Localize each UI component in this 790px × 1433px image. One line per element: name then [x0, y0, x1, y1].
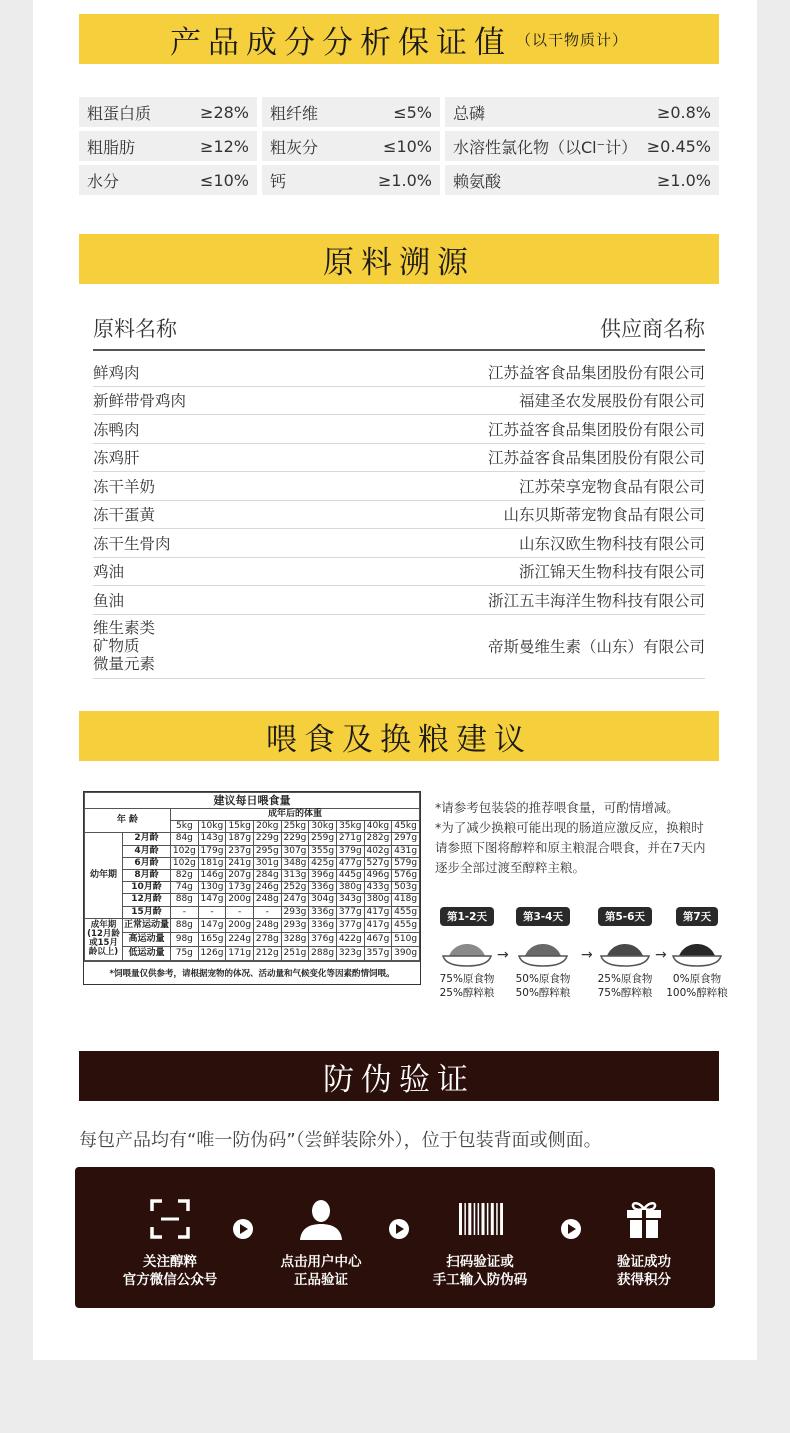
feeding-value: 297g: [392, 833, 420, 845]
feeding-value: 307g: [281, 845, 309, 857]
step-ratio: 50%原食物 50%醇粹粮: [515, 973, 571, 999]
feeding-value: 510g: [392, 932, 420, 946]
feeding-value: 433g: [364, 882, 392, 894]
feeding-table-title: 建议每日喂食量: [85, 793, 420, 809]
sources-title: 原料溯源: [323, 244, 475, 281]
verify-step-scan: 扫码验证或 手工输入防伪码: [415, 1195, 545, 1289]
feeding-value: 425g: [309, 857, 337, 869]
step-ratio: 0%原食物 100%醇粹粮: [666, 973, 728, 999]
adult-label: 成年期 (12月龄 或15月 龄以上): [85, 918, 123, 960]
feeding-value: 431g: [392, 845, 420, 857]
feeding-value: 130g: [198, 882, 226, 894]
feeding-value: 143g: [198, 833, 226, 845]
weight-col-header: 15kg: [226, 821, 254, 833]
feeding-value: 503g: [392, 882, 420, 894]
analysis-cell: 水分 ≤10%: [79, 165, 257, 195]
feeding-value: 496g: [364, 869, 392, 881]
analysis-cell: 赖氨酸 ≥1.0%: [445, 165, 719, 195]
play-arrow-icon: [233, 1219, 253, 1239]
feeding-value: 84g: [171, 833, 199, 845]
feeding-value: 390g: [392, 946, 420, 960]
feeding-row: [85, 918, 420, 932]
feeding-value: 328g: [281, 932, 309, 946]
food-bowl-icon: [671, 932, 723, 968]
feeding-value: 477g: [336, 857, 364, 869]
source-row: 冻干蛋黄 山东贝斯蒂宠物食品有限公司: [93, 501, 705, 530]
feeding-value: -: [198, 906, 226, 918]
source-row: 冻干羊奶 江苏荣享宠物食品有限公司: [93, 472, 705, 501]
feeding-value: 147g: [198, 918, 226, 932]
feeding-value: 179g: [198, 845, 226, 857]
verify-step-follow: 关注醇粹 官方微信公众号: [105, 1195, 235, 1289]
feeding-value: 293g: [281, 906, 309, 918]
feeding-value: 380g: [336, 882, 364, 894]
feeding-value: -: [171, 906, 199, 918]
analysis-banner: [79, 14, 719, 64]
feeding-value: 251g: [281, 946, 309, 960]
analysis-cell: 总磷 ≥0.8%: [445, 97, 719, 127]
feeding-value: 348g: [281, 857, 309, 869]
feeding-value: 527g: [364, 857, 392, 869]
analysis-cell: 钙 ≥1.0%: [262, 165, 440, 195]
transition-step: [659, 905, 735, 1000]
analysis-cell: 粗灰分 ≤10%: [262, 131, 440, 161]
source-row: 鸡油 浙江锦天生物科技有限公司: [93, 558, 705, 587]
feeding-value: 88g: [171, 894, 199, 906]
activity-cell: 高运动量: [123, 932, 171, 946]
verify-title: 防伪验证: [323, 1061, 475, 1098]
col-material: 原料名称: [93, 317, 177, 341]
analysis-cell: 粗蛋白质 ≥28%: [79, 97, 257, 127]
feeding-value: 376g: [309, 932, 337, 946]
verify-step-success: 验证成功 获得积分: [579, 1195, 709, 1289]
feeding-value: 455g: [392, 918, 420, 932]
feeding-value: 146g: [198, 869, 226, 881]
feeding-banner: [79, 711, 719, 761]
feeding-value: -: [226, 906, 254, 918]
sources-banner: [79, 234, 719, 284]
play-arrow-icon: [561, 1219, 581, 1239]
feeding-value: 323g: [336, 946, 364, 960]
feeding-note: 逐步全部过渡至醇粹主粮。: [435, 860, 586, 875]
feeding-value: 355g: [309, 845, 337, 857]
food-bowl-icon: [441, 932, 493, 968]
user-center-icon: [298, 1198, 344, 1240]
analysis-cell: 粗纤维 ≤5%: [262, 97, 440, 127]
analysis-row: [79, 97, 719, 127]
weight-col-header: 45kg: [392, 821, 420, 833]
analysis-grid: [79, 97, 719, 199]
feeding-value: 98g: [171, 932, 199, 946]
feeding-value: 282g: [364, 833, 392, 845]
feeding-row: [85, 869, 420, 881]
feeding-value: 259g: [309, 833, 337, 845]
feeding-value: 377g: [336, 906, 364, 918]
arrow-right-icon: →: [581, 947, 593, 963]
feeding-row: [85, 932, 420, 946]
age-cell: 4月龄: [123, 845, 171, 857]
feeding-value: 445g: [336, 869, 364, 881]
age-cell: 10月龄: [123, 882, 171, 894]
weight-col-header: 5kg: [171, 821, 199, 833]
feeding-value: 248g: [253, 918, 281, 932]
feeding-value: 212g: [253, 946, 281, 960]
analysis-row: [79, 165, 719, 195]
feeding-row: [85, 857, 420, 869]
feeding-row: [85, 845, 420, 857]
feeding-value: 126g: [198, 946, 226, 960]
feeding-value: 102g: [171, 845, 199, 857]
feeding-value: 229g: [253, 833, 281, 845]
age-cell: 15月龄: [123, 906, 171, 918]
feeding-value: 579g: [392, 857, 420, 869]
age-header: 年 龄: [85, 809, 171, 833]
source-row-multi: 维生素类 矿物质 微量元素 帝斯曼维生素（山东）有限公司: [93, 615, 705, 679]
activity-cell: 正常运动量: [123, 918, 171, 932]
feeding-value: 74g: [171, 882, 199, 894]
feeding-value: 295g: [253, 845, 281, 857]
barcode-icon: [457, 1201, 503, 1237]
transition-step: [505, 905, 581, 1000]
feeding-value: 417g: [364, 906, 392, 918]
transition-step: [587, 905, 663, 1000]
feeding-value: 187g: [226, 833, 254, 845]
feeding-value: 417g: [364, 918, 392, 932]
feeding-value: 343g: [336, 894, 364, 906]
feeding-value: 248g: [253, 894, 281, 906]
analysis-row: [79, 131, 719, 161]
transition-steps: [429, 905, 729, 1015]
source-row: 冻鸭肉 江苏益客食品集团股份有限公司: [93, 415, 705, 444]
feeding-value: 293g: [281, 918, 309, 932]
feeding-row: [85, 894, 420, 906]
weight-col-header: 30kg: [309, 821, 337, 833]
feeding-value: 304g: [309, 894, 337, 906]
feeding-value: 396g: [309, 869, 337, 881]
feeding-title: 喂食及换粮建议: [266, 721, 532, 758]
age-cell: 2月龄: [123, 833, 171, 845]
weight-col-header: 20kg: [253, 821, 281, 833]
puppy-label: 幼年期: [85, 833, 123, 918]
weight-col-header: 35kg: [336, 821, 364, 833]
feeding-value: 278g: [253, 932, 281, 946]
play-arrow-icon: [389, 1219, 409, 1239]
food-bowl-icon: [599, 932, 651, 968]
feeding-value: 181g: [198, 857, 226, 869]
feeding-value: 200g: [226, 918, 254, 932]
analysis-title: 产品成分分析保证值: [169, 24, 512, 61]
feeding-value: 336g: [309, 882, 337, 894]
analysis-cell: 粗脂肪 ≥12%: [79, 131, 257, 161]
feeding-value: 418g: [392, 894, 420, 906]
sources-list: [93, 358, 705, 679]
feeding-value: 301g: [253, 857, 281, 869]
step-day-label: 第5-6天: [598, 907, 652, 926]
step-day-label: 第1-2天: [440, 907, 494, 926]
feeding-value: 246g: [253, 882, 281, 894]
transition-step: [429, 905, 505, 1000]
analysis-cell: 水溶性氯化物（以Cl⁻计） ≥0.45%: [445, 131, 719, 161]
source-row: 冻鸡肝 江苏益客食品集团股份有限公司: [93, 444, 705, 473]
gift-icon: [624, 1199, 664, 1239]
sources-header: [93, 313, 705, 351]
feeding-value: 247g: [281, 894, 309, 906]
feeding-value: 102g: [171, 857, 199, 869]
source-row: 鲜鸡肉 江苏益客食品集团股份有限公司: [93, 358, 705, 387]
page: [33, 0, 757, 1360]
weight-col-header: 25kg: [281, 821, 309, 833]
feeding-value: 173g: [226, 882, 254, 894]
feeding-value: 207g: [226, 869, 254, 881]
source-row: 新鲜带骨鸡肉 福建圣农发展股份有限公司: [93, 387, 705, 416]
age-cell: 12月龄: [123, 894, 171, 906]
feeding-row: [85, 906, 420, 918]
feeding-value: 229g: [281, 833, 309, 845]
age-cell: 8月龄: [123, 869, 171, 881]
verify-steps-box: [75, 1167, 715, 1308]
feeding-value: 379g: [336, 845, 364, 857]
feeding-value: 200g: [226, 894, 254, 906]
feeding-value: 377g: [336, 918, 364, 932]
feeding-value: 165g: [198, 932, 226, 946]
food-bowl-icon: [517, 932, 569, 968]
feeding-value: 380g: [364, 894, 392, 906]
step-ratio: 75%原食物 25%醇粹粮: [439, 973, 495, 999]
feeding-value: 402g: [364, 845, 392, 857]
feeding-value: 224g: [226, 932, 254, 946]
feeding-notes: [435, 798, 735, 878]
feeding-value: 237g: [226, 845, 254, 857]
feeding-value: 422g: [336, 932, 364, 946]
step-day-label: 第7天: [676, 907, 718, 926]
feeding-row: [85, 833, 420, 845]
feeding-value: 336g: [309, 918, 337, 932]
feeding-value: -: [253, 906, 281, 918]
feeding-value: 284g: [253, 869, 281, 881]
step-day-label: 第3-4天: [516, 907, 570, 926]
feeding-value: 82g: [171, 869, 199, 881]
age-cell: 6月龄: [123, 857, 171, 869]
feeding-note: 请参照下图将醇粹和原主粮混合喂食，并在7天内: [435, 840, 706, 855]
verify-step-user-center: 点击用户中心 正品验证: [256, 1195, 386, 1289]
feeding-value: 357g: [364, 946, 392, 960]
step-ratio: 25%原食物 75%醇粹粮: [597, 973, 653, 999]
verify-banner: [79, 1051, 719, 1101]
feeding-table: [83, 791, 421, 985]
scan-frame-icon: [150, 1199, 190, 1239]
weight-header: 成年后的体重: [171, 809, 420, 821]
feeding-note: *为了减少换粮可能出现的肠道应激反应，换粮时: [435, 820, 704, 835]
feeding-row: [85, 882, 420, 894]
feeding-note: *请参考包装袋的推荐喂食量，可酌情增减。: [435, 800, 679, 815]
source-row: 鱼油 浙江五丰海洋生物科技有限公司: [93, 586, 705, 615]
feeding-value: 467g: [364, 932, 392, 946]
feeding-value: 171g: [226, 946, 254, 960]
feeding-value: 313g: [281, 869, 309, 881]
analysis-subtitle: （以干物质计）: [515, 30, 628, 49]
feeding-value: 271g: [336, 833, 364, 845]
feeding-value: 241g: [226, 857, 254, 869]
feeding-value: 336g: [309, 906, 337, 918]
col-supplier: 供应商名称: [600, 317, 705, 341]
feeding-table-footnote: *饲喂量仅供参考，请根据宠物的体况、活动量和气候变化等因素酌情饲喂。: [84, 961, 420, 984]
weight-col-header: 40kg: [364, 821, 392, 833]
arrow-right-icon: →: [655, 947, 667, 963]
feeding-value: 88g: [171, 918, 199, 932]
feeding-value: 288g: [309, 946, 337, 960]
feeding-value: 455g: [392, 906, 420, 918]
feeding-value: 75g: [171, 946, 199, 960]
activity-cell: 低运动量: [123, 946, 171, 960]
source-row: 冻干生骨肉 山东汉欧生物科技有限公司: [93, 529, 705, 558]
weight-col-header: 10kg: [198, 821, 226, 833]
feeding-value: 252g: [281, 882, 309, 894]
feeding-value: 147g: [198, 894, 226, 906]
verify-text: 每包产品均有“唯一防伪码”（尝鲜装除外），位于包装背面或侧面。: [79, 1130, 602, 1151]
arrow-right-icon: →: [497, 947, 509, 963]
feeding-row: [85, 946, 420, 960]
feeding-value: 576g: [392, 869, 420, 881]
